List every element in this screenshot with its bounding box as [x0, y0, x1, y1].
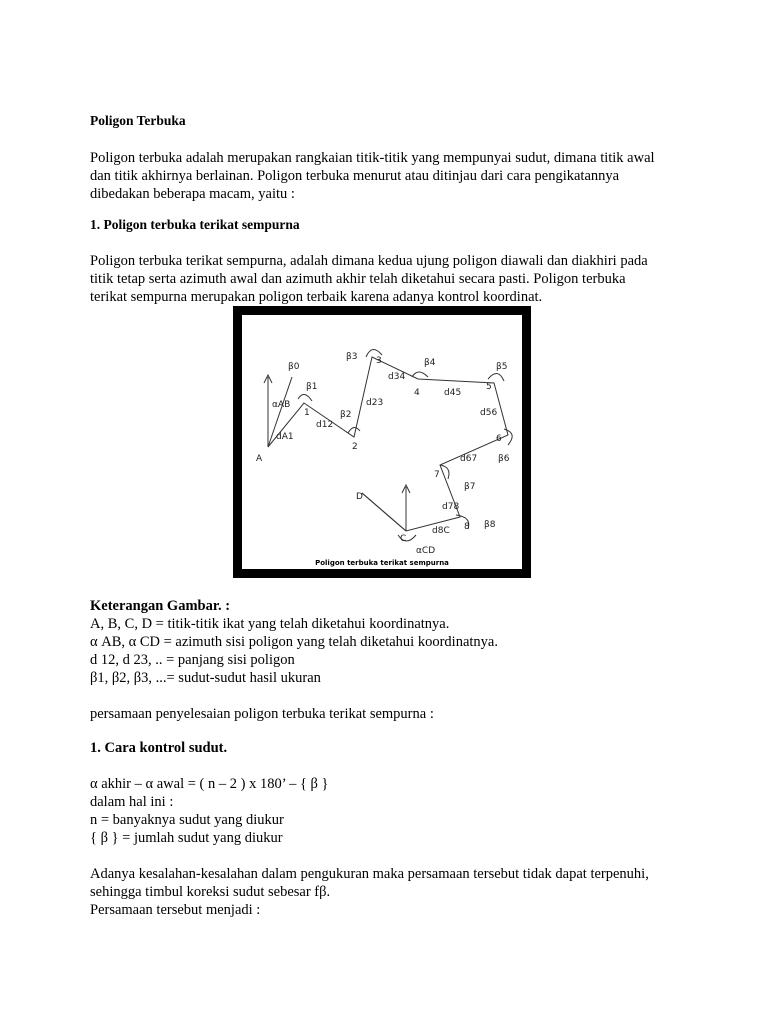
kontrol-line-3: n = banyaknya sudut yang diukur: [90, 812, 284, 828]
closing-line-1: Adanya kesalahan-kesalahan dalam pengukuran maka persamaan tersebut tidak dapat terpenuhi,: [90, 866, 649, 882]
angle-arc-6: [504, 429, 512, 445]
keterangan-line-4: β1, β2, β3, ...= sudut-sudut hasil ukuran: [90, 670, 321, 686]
label-beta2: β2: [340, 410, 352, 420]
figure-canvas: [242, 315, 522, 569]
label-alpha-cd: αCD: [416, 546, 436, 556]
label-beta6: β6: [498, 454, 510, 464]
closing-line-3: Persamaan tersebut menjadi :: [90, 902, 261, 918]
label-a: A: [256, 454, 263, 464]
label-d34: d34: [388, 372, 406, 382]
label-p3: 3: [376, 356, 382, 366]
polygon-diagram: [242, 315, 522, 569]
intro-line-1: Poligon terbuka adalah merupakan rangkaian titik-titik yang mempunyai sudut, dimana titik awal: [90, 150, 655, 166]
polygon-figure: [233, 306, 531, 578]
closing-line-2: sehingga timbul koreksi sudut sebesar fβ.: [90, 884, 331, 900]
intro-line-3: dibedakan beberapa macam, yaitu :: [90, 186, 295, 202]
line-cd: [362, 493, 406, 531]
label-c: C: [400, 534, 407, 544]
angle-arc-1: [298, 394, 312, 401]
label-d78: d78: [442, 502, 460, 512]
keterangan-line-3: d 12, d 23, .. = panjang sisi poligon: [90, 652, 295, 668]
label-d: D: [356, 492, 363, 502]
label-d56: d56: [480, 408, 498, 418]
label-beta4: β4: [424, 358, 436, 368]
label-beta7: β7: [464, 482, 476, 492]
label-d45: d45: [444, 388, 462, 398]
label-d12: d12: [316, 420, 334, 430]
keterangan-line-2: α AB, α CD = azimuth sisi poligon yang telah diketahui koordinatnya.: [90, 634, 498, 650]
traverse-line: [268, 357, 508, 531]
kontrol-line-4: { β } = jumlah sudut yang diukur: [90, 830, 283, 846]
label-alpha-ab: αAB: [272, 400, 291, 410]
section1-line-1: Poligon terbuka terikat sempurna, adalah dimana kedua ujung poligon diawali dan diakhiri pada: [90, 253, 648, 269]
persamaan-text: persamaan penyelesaian poligon terbuka terikat sempurna :: [90, 706, 434, 722]
label-beta0: β0: [288, 362, 300, 372]
label-d67: d67: [460, 454, 478, 464]
label-p5: 5: [486, 382, 492, 392]
section1-line-3: terikat sempurna merupakan poligon terbaik karena adanya kontrol koordinat.: [90, 289, 543, 305]
kontrol-line-2: dalam hal ini :: [90, 794, 174, 810]
keterangan-heading: Keterangan Gambar. :: [90, 598, 231, 614]
keterangan-line-1: A, B, C, D = titik-titik ikat yang telah diketahui koordinatnya.: [90, 616, 450, 632]
label-beta3: β3: [346, 352, 358, 362]
label-beta5: β5: [496, 362, 508, 372]
label-d8c: d8C: [432, 526, 450, 536]
angle-arc-4: [412, 372, 428, 377]
label-p6: 6: [496, 434, 502, 444]
kontrol-line-1: α akhir – α awal = ( n – 2 ) x 180’ – { β }: [90, 776, 329, 792]
label-p1: 1: [304, 408, 310, 418]
section1-heading: 1. Poligon terbuka terikat sempurna: [90, 217, 300, 232]
page-title: Poligon Terbuka: [90, 113, 186, 128]
kontrol-heading: 1. Cara kontrol sudut.: [90, 740, 228, 756]
label-beta8: β8: [484, 520, 496, 530]
section1-line-2: titik tetap serta azimuth awal dan azimuth akhir telah diketahui secara pasti. Poligon terbuka: [90, 271, 626, 287]
label-p4: 4: [414, 388, 420, 398]
angle-arc-2: [348, 427, 360, 433]
label-d23: d23: [366, 398, 384, 408]
label-beta1: β1: [306, 382, 318, 392]
label-da1: dA1: [276, 432, 294, 442]
label-p7: 7: [434, 470, 440, 480]
label-p8: 8: [464, 522, 470, 532]
figure-caption: Poligon terbuka terikat sempurna: [315, 559, 449, 567]
angle-arc-5: [488, 373, 504, 381]
intro-line-2: dan titik akhirnya berlainan. Poligon terbuka menurut atau ditinjau dari cara pengikatannya: [90, 168, 620, 184]
label-p2: 2: [352, 442, 358, 452]
